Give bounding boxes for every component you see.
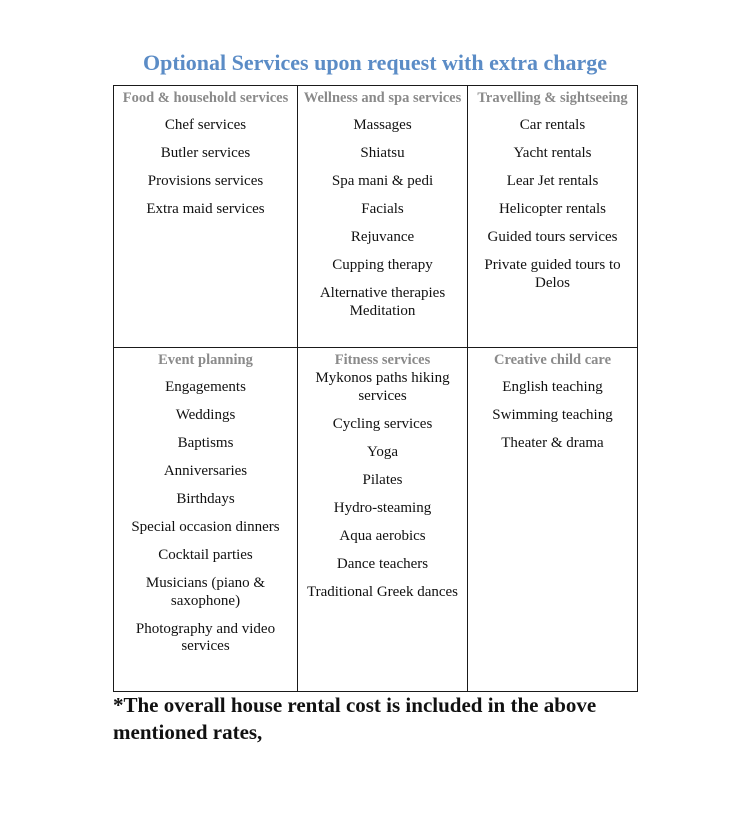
category-heading: Fitness services — [334, 352, 431, 368]
service-item: Shiatsu — [360, 145, 405, 161]
service-item: Alternative therapies Meditation — [319, 285, 446, 319]
category-heading: Wellness and spa services — [303, 90, 462, 106]
service-item: Rejuvance — [350, 229, 415, 245]
service-item: Theater & drama — [501, 435, 604, 451]
category-cell-wellness — [298, 86, 468, 348]
service-item: Lear Jet rentals — [506, 173, 599, 189]
service-item: Aqua aerobics — [339, 527, 426, 544]
service-item: Facials — [361, 201, 404, 217]
service-item: Swimming teaching — [492, 407, 613, 423]
category-cell-travelling — [468, 86, 638, 348]
service-item: Weddings — [175, 407, 236, 423]
service-item: Birthdays — [176, 491, 235, 507]
service-item: Musicians (piano & saxophone) — [145, 575, 266, 609]
service-item: Baptisms — [177, 435, 234, 451]
service-item: Anniversaries — [163, 463, 248, 479]
services-table — [113, 85, 638, 692]
category-heading: Creative child care — [493, 352, 612, 368]
service-item: Photography and video services — [135, 620, 276, 654]
page-title: Optional Services upon request with extra charge — [142, 50, 607, 75]
service-item: Cycling services — [332, 415, 433, 432]
category-heading: Food & household services — [122, 90, 289, 106]
table-row — [114, 86, 638, 348]
service-item: Engagements — [165, 379, 246, 395]
service-item: Yacht rentals — [513, 145, 592, 161]
service-item: Car rentals — [519, 117, 586, 133]
service-item: Traditional Greek dances — [306, 583, 459, 600]
service-item: Special occasion dinners — [131, 519, 280, 535]
category-cell-food — [114, 86, 298, 348]
service-item: Hydro-steaming — [333, 499, 432, 516]
category-cell-childcare — [468, 348, 638, 692]
category-heading: Travelling & sightseeing — [477, 90, 628, 106]
service-item: Dance teachers — [336, 555, 429, 572]
service-item: English teaching — [502, 379, 603, 395]
service-item: Chef services — [164, 117, 247, 133]
service-item: Guided tours services — [487, 229, 618, 245]
table-row — [114, 348, 638, 692]
service-item: Massages — [353, 117, 412, 133]
service-item: Spa mani & pedi — [331, 173, 434, 189]
service-item: Cocktail parties — [158, 547, 253, 563]
service-item: Yoga — [367, 443, 398, 460]
service-item: Pilates — [362, 471, 403, 488]
service-item: Private guided tours to Delos — [484, 257, 621, 291]
category-cell-events — [114, 348, 298, 692]
service-item: Helicopter rentals — [498, 201, 607, 217]
service-item: Mykonos paths hiking services — [315, 370, 450, 404]
category-cell-fitness — [298, 348, 468, 692]
service-item: Extra maid services — [146, 201, 265, 217]
rental-cost-footnote: *The overall house rental cost is included in the above mentioned rates, — [113, 693, 597, 744]
service-item: Butler services — [160, 145, 251, 161]
service-item: Cupping therapy — [332, 257, 433, 273]
service-item: Provisions services — [147, 173, 264, 189]
category-heading: Event planning — [158, 352, 253, 368]
